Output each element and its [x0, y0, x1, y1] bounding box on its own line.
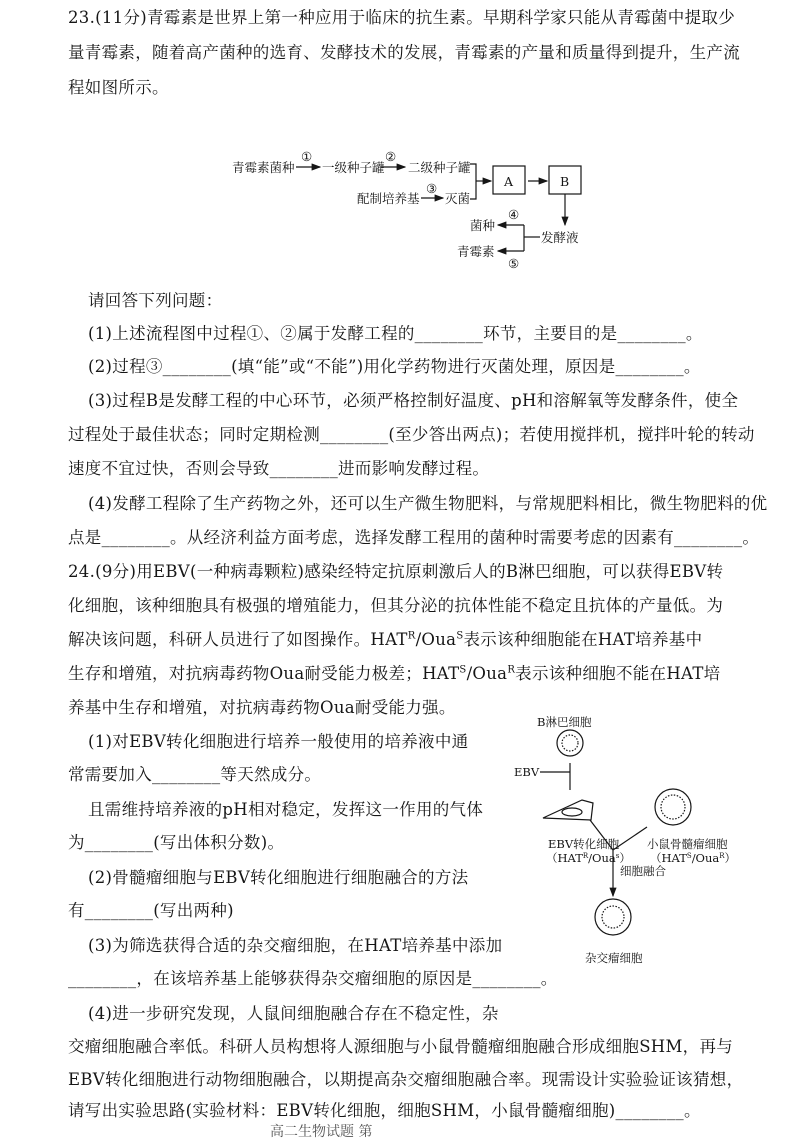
label-medium: 配制培养基 [357, 191, 420, 206]
q24-sub-question: 常需要加入________等天然成分。 [68, 765, 322, 784]
q24-sub-question: 且需维持培养液的pH相对稳定，发挥这一作用的气体 [88, 800, 484, 819]
superscript: S [459, 664, 467, 676]
q24-stem-line: 养基中生存和增殖，对抗病毒药物Oua耐受能力强。 [68, 698, 456, 717]
text: /Oua [415, 630, 457, 649]
label-b-cell: B淋巴细胞 [537, 715, 592, 729]
cell-fusion-diagram [500, 700, 760, 980]
q24-stem-line: 24.(9分)用EBV(一种病毒颗粒)感染经特定抗原刺激后人的B淋巴细胞，可以获得EBV转 [68, 562, 724, 581]
q24-stem-line [68, 626, 702, 650]
q23-sub-question: (1)上述流程图中过程①、②属于发酵工程的________环节，主要目的是________。 [88, 324, 703, 343]
step-4-marker: ④ [508, 207, 520, 222]
q24-sub-question: (4)进一步研究发现，人鼠间细胞融合存在不稳定性，杂 [88, 1004, 499, 1023]
superscript: R [507, 664, 516, 676]
text: /Oua [466, 664, 508, 683]
q23-sub-question: (3)过程B是发酵工程的中心环节，必须严格控制好温度、pH和溶解氧等发酵条件，使全 [88, 391, 739, 410]
q23-stem-line: 程如图所示。 [68, 78, 169, 97]
label-broth: 发酵液 [541, 230, 579, 245]
superscript: R [407, 630, 416, 642]
label-strain: 青霉素菌种 [232, 160, 295, 175]
step-5-marker: ⑤ [508, 256, 520, 271]
q24-sub-question: 有________(写出两种) [68, 901, 234, 920]
text: 生存和增殖，对抗病毒药物Oua耐受能力极差；HAT [68, 664, 460, 683]
box-b-label: B [560, 174, 570, 189]
q23-sub-question: 速度不宜过快，否则会导致________进而影响发酵过程。 [68, 459, 490, 478]
q24-sub-question: ________，在该培养基上能够获得杂交瘤细胞的原因是________。 [68, 969, 558, 988]
text: 表示该种细胞能在HAT培养基中 [463, 630, 703, 649]
box-a-label: A [504, 174, 514, 189]
label-tank-2: 二级种子罐 [408, 160, 471, 175]
step-1-marker: ① [301, 149, 313, 164]
label-sterilize: 灭菌 [445, 191, 471, 206]
text: 表示该种细胞不能在HAT培 [515, 664, 721, 683]
q24-stem-line: 化细胞，该种细胞具有极强的增殖能力，但其分泌的抗体性能不稳定且抗体的产量低。为 [68, 596, 724, 615]
label-ebv-cell: EBV转化细胞 [548, 837, 620, 851]
q24-sub-question: (3)为筛选获得合适的杂交瘤细胞，在HAT培养基中添加 [88, 936, 503, 955]
q24-sub-question: (1)对EBV转化细胞进行培养一般使用的培养液中通 [88, 732, 469, 751]
q23-sub-question: (4)发酵工程除了生产药物之外，还可以生产微生物肥料，与常规肥料相比，微生物肥料的优 [88, 494, 768, 513]
label-ebv-cell-genotype: $(HAT^R/Oua^s)$ [546, 851, 631, 865]
text: 解决该问题，科研人员进行了如图操作。HAT [68, 630, 408, 649]
superscript: S [456, 630, 464, 642]
q23-stem-line: 23.(11分)青霉素是世界上第一种应用于临床的抗生素。早期科学家只能从青霉菌中提取少 [68, 8, 736, 27]
penicillin-flow-diagram [0, 0, 800, 280]
label-fusion: 细胞融合 [620, 864, 666, 878]
q23-sub-question: 点是________。从经济利益方面考虑，选择发酵工程用的菌种时需要考虑的因素有________。 [68, 528, 760, 547]
label-ebv: EBV [514, 765, 540, 779]
label-hybridoma: 杂交瘤细胞 [585, 951, 643, 965]
label-out-penicillin: 青霉素 [457, 244, 495, 259]
q24-sub-question: 请写出实验思路(实验材料：EBV转化细胞，细胞SHM，小鼠骨髓瘤细胞)________。 [68, 1101, 701, 1120]
label-myeloma-genotype: $(HAT^S/Oua^R)$ [650, 851, 737, 865]
page-footer: 高二生物试题 第 [270, 1124, 373, 1140]
q23-sub-question: 过程处于最佳状态；同时定期检测________(至少答出两点)；若使用搅拌机，搅拌叶轮的转动 [68, 425, 755, 444]
ebv-cell-icon [543, 800, 593, 820]
step-3-marker: ③ [426, 181, 438, 196]
q24-sub-question: (2)骨髓瘤细胞与EBV转化细胞进行细胞融合的方法 [88, 868, 469, 887]
hybridoma-cell-icon [595, 899, 631, 935]
q24-stem-line [68, 660, 720, 684]
label-myeloma: 小鼠骨髓瘤细胞 [647, 837, 728, 851]
step-2-marker: ② [385, 149, 397, 164]
q23-sub-question: (2)过程③________(填“能”或“不能”)用化学药物进行灭菌处理，原因是________。 [88, 357, 701, 376]
answer-prompt: 请回答下列问题： [88, 291, 223, 310]
q24-sub-question: 交瘤细胞融合率低。科研人员构想将人源细胞与小鼠骨髓瘤细胞融合形成细胞SHM，再与 [68, 1037, 734, 1056]
q24-sub-question: EBV转化细胞进行动物细胞融合，以期提高杂交瘤细胞融合率。现需设计实验验证该猜想， [68, 1070, 744, 1089]
q23-stem-line: 量青霉素，随着高产菌种的选育、发酵技术的发展，青霉素的产量和质量得到提升，生产流 [68, 43, 740, 62]
label-out-strain: 菌种 [470, 218, 496, 233]
q24-sub-question: 为________(写出体积分数)。 [68, 833, 285, 852]
b-cell-icon [557, 730, 583, 756]
label-tank-1: 一级种子罐 [322, 160, 385, 175]
